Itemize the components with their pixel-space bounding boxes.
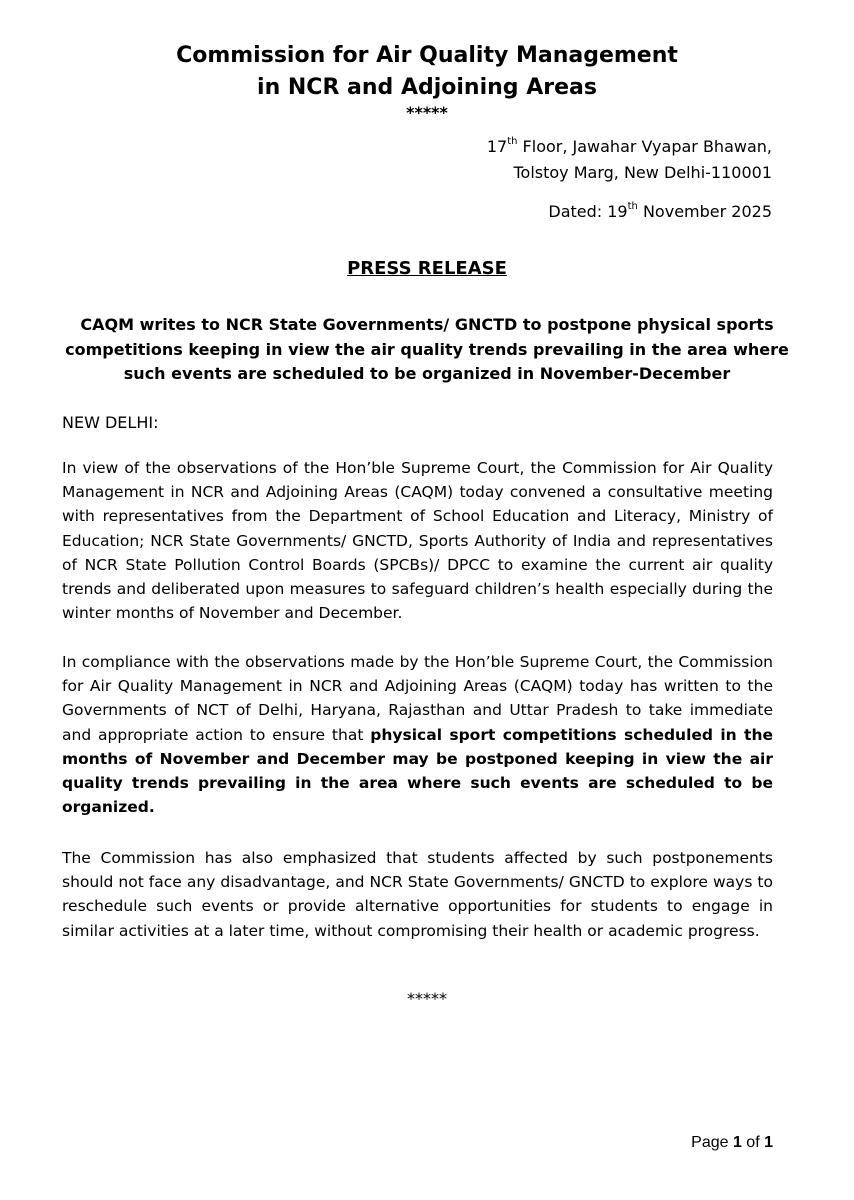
date-ordinal-suffix: th [627,200,638,212]
date-prefix: Dated: 19 [548,202,628,221]
paragraph-2-emphasis: physical sport competitions scheduled in the months of November and December may be postponed keeping in view the air quality trends prevailing in the area where such events are scheduled to be organized. [62,725,773,817]
organization-title-line2: in NCR and Adjoining Areas [257,75,597,100]
press-release-heading: PRESS RELEASE [347,258,507,279]
page-label: Page [691,1134,733,1151]
floor-number: 17 [486,137,508,156]
header-separator: ***** [406,103,448,122]
organization-title [0,40,854,104]
body-paragraph-2 [62,650,773,819]
dateline: NEW DELHI: [62,413,159,432]
body-paragraph-3: The Commission has also emphasized that students affected by such postponements should not face any disadvantage, and NCR State Governments/ GNCTD to explore ways to reschedule such events or provide alternative opportunities for students to engage in similar activities at a later time, without compromising their health or academic progress. [62,849,773,940]
paragraph-2-text: In compliance with the observations made by the Hon’ble Supreme Court, the Commission for Air Quality Management in NCR and Adjoining Areas (CAQM) today has written to the Governments of NCT of Delhi, Haryana, Rajasthan and Uttar Pradesh to take immediate and appropriate action to ensure that [62,653,773,744]
address-line1-rest: Floor, Jawahar Vyapar Bhawan, [517,137,772,156]
page-number [691,1133,773,1153]
page-of-label: of [741,1134,765,1151]
address-line1 [487,134,772,160]
office-address [487,134,772,186]
organization-title-line1: Commission for Air Quality Management [176,43,678,68]
press-release-headline: CAQM writes to NCR State Governments/ GNCTD to postpone physical sports competitions keeping in view the air quality trends prevailing in the area where such events are scheduled to be organized in November-December [65,315,789,383]
floor-ordinal-suffix: th [507,135,518,147]
address-line2: Tolstoy Marg, New Delhi-110001 [513,163,772,182]
page-total: 1 [764,1134,773,1151]
body-paragraph-1: In view of the observations of the Hon’ble Supreme Court, the Commission for Air Quality Management in NCR and Adjoining Areas (CAQM) today convened a consultative meeting with representatives from the Department of School Education and Literacy, Ministry of Education; NCR State Governments/ GNCTD, Sports Authority of India and representatives of NCR State Pollution Control Boards (SPCBs)/ DPCC to examine the current air quality trends and deliberated upon measures to safeguard children’s health especially during the winter months of November and December. [62,459,773,623]
page-current: 1 [732,1134,742,1151]
release-date [548,199,772,225]
date-rest: November 2025 [637,202,772,221]
footer-separator: ***** [407,989,447,1008]
